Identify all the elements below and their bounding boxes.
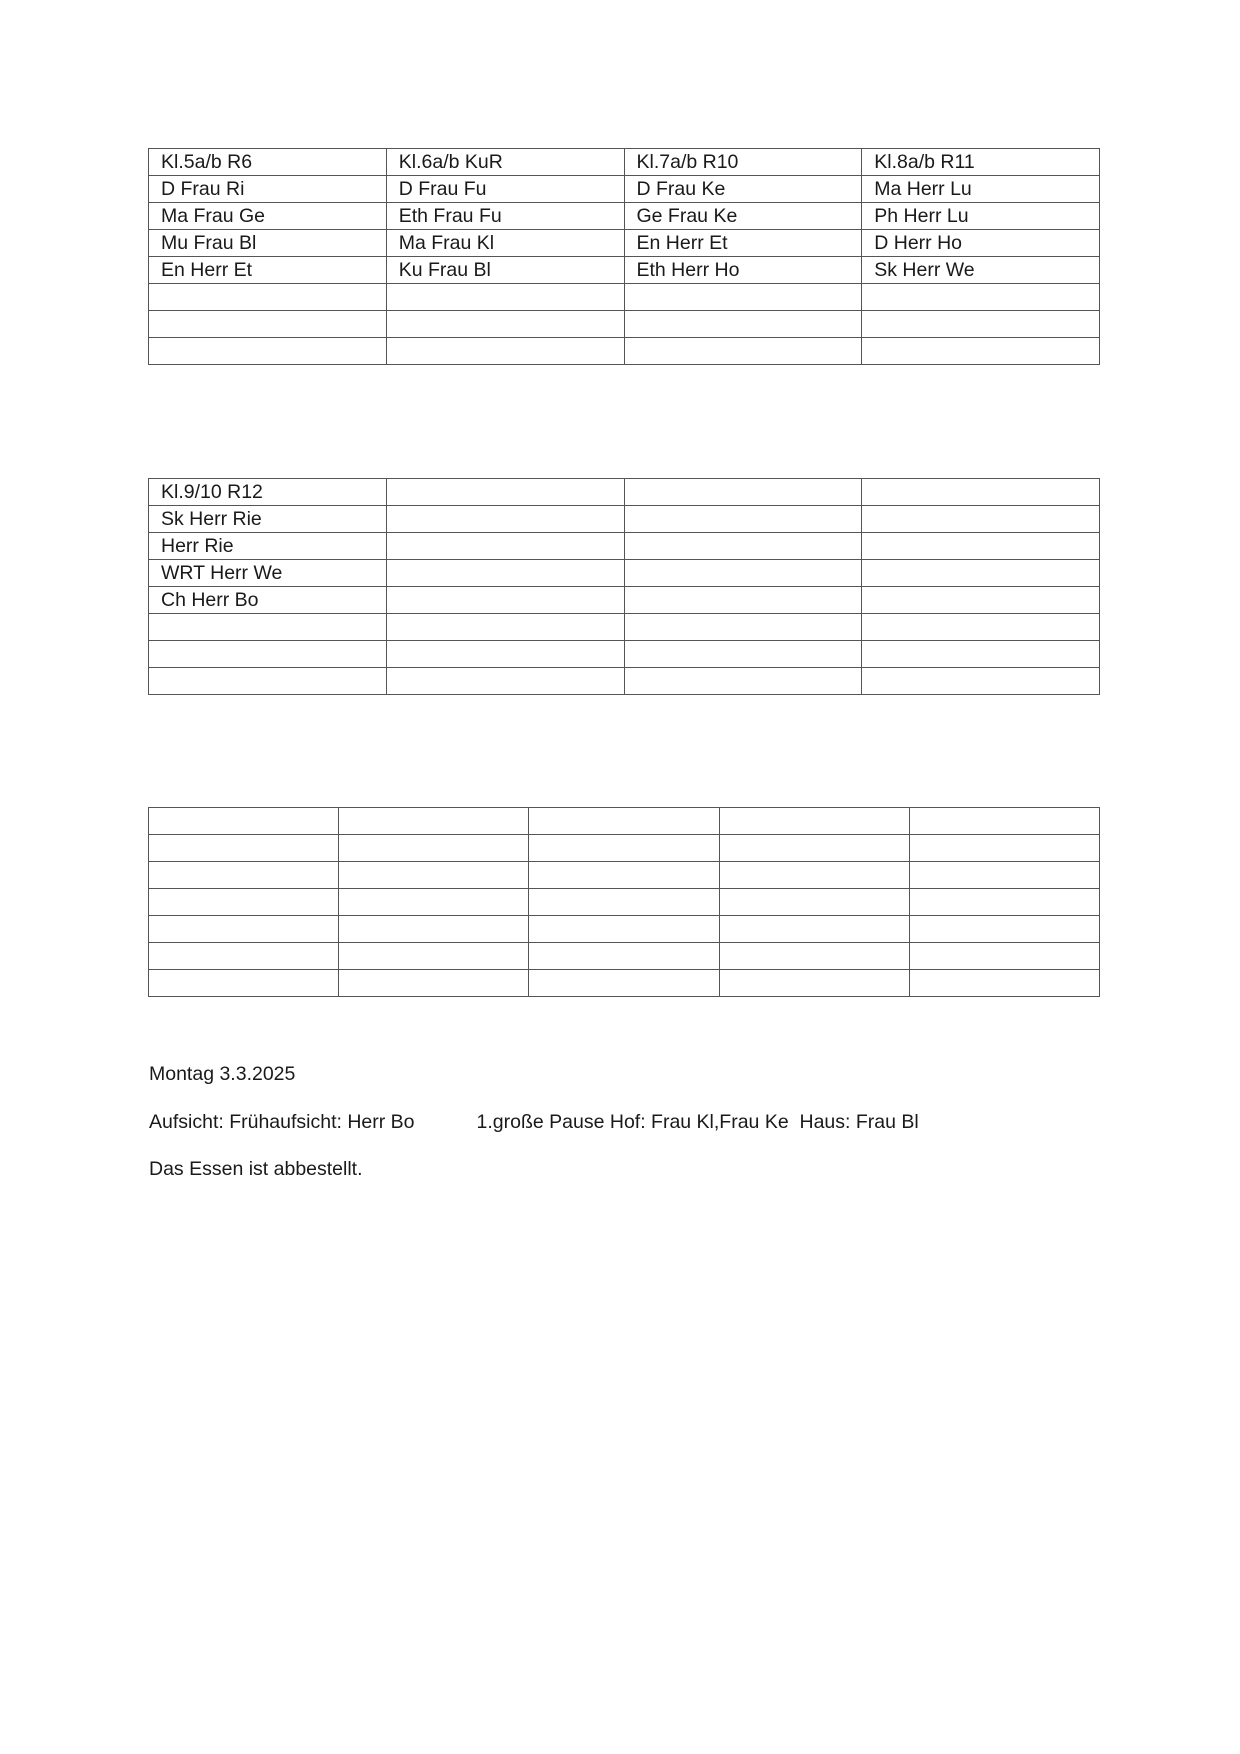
table-row (149, 176, 1100, 203)
table-cell (719, 970, 909, 997)
table-cell (862, 533, 1100, 560)
table-row (149, 614, 1100, 641)
table-body (149, 479, 1100, 695)
table-cell: En Herr Et (624, 230, 862, 257)
table-cell (149, 311, 387, 338)
table-cell (529, 862, 719, 889)
table-header-row (149, 479, 1100, 506)
table-cell: Kl.8a/b R11 (862, 149, 1100, 176)
table-cell (862, 506, 1100, 533)
table-row (149, 970, 1100, 997)
table-cell: D Frau Ke (624, 176, 862, 203)
table-cell (529, 808, 719, 835)
table-cell (624, 479, 862, 506)
table-cell (624, 311, 862, 338)
table-cell (862, 641, 1100, 668)
table-cell (719, 835, 909, 862)
table-cell (339, 835, 529, 862)
table-cell (909, 943, 1099, 970)
table-cell: Kl.9/10 R12 (149, 479, 387, 506)
table-row (149, 560, 1100, 587)
table-cell (386, 533, 624, 560)
table-cell (386, 479, 624, 506)
table-row (149, 230, 1100, 257)
table-cell (529, 943, 719, 970)
table-cell (386, 338, 624, 365)
table-cell: Ku Frau Bl (386, 257, 624, 284)
table-cell (909, 862, 1099, 889)
substitution-table-classes-9-10 (148, 478, 1100, 695)
table-cell (862, 668, 1100, 695)
table-row (149, 533, 1100, 560)
table-cell (149, 284, 387, 311)
substitution-table-classes-5-8 (148, 148, 1100, 365)
table-cell (719, 862, 909, 889)
table-row (149, 668, 1100, 695)
table-cell (386, 311, 624, 338)
table-cell: Mu Frau Bl (149, 230, 387, 257)
table-cell: D Herr Ho (862, 230, 1100, 257)
table-cell (719, 916, 909, 943)
table-cell (149, 808, 339, 835)
table-cell (624, 533, 862, 560)
table-row (149, 641, 1100, 668)
table-cell: Ma Frau Kl (386, 230, 624, 257)
table-cell (624, 284, 862, 311)
table-row (149, 889, 1100, 916)
table-cell (339, 808, 529, 835)
table-row (149, 506, 1100, 533)
table-cell (149, 943, 339, 970)
table-cell (339, 916, 529, 943)
table-cell (909, 808, 1099, 835)
table-cell (529, 916, 719, 943)
table-body (149, 149, 1100, 365)
table-cell (862, 614, 1100, 641)
table-cell (339, 889, 529, 916)
table-cell (624, 587, 862, 614)
table-cell (149, 668, 387, 695)
table-cell (386, 614, 624, 641)
table-cell: Ma Frau Ge (149, 203, 387, 230)
table-row (149, 916, 1100, 943)
table-cell (149, 862, 339, 889)
table-row (149, 808, 1100, 835)
table-cell: WRT Herr We (149, 560, 387, 587)
table-cell (386, 587, 624, 614)
table-cell: Kl.5a/b R6 (149, 149, 387, 176)
table-cell: Kl.7a/b R10 (624, 149, 862, 176)
food-notice: Das Essen ist abbestellt. (149, 1158, 363, 1180)
table-cell: D Frau Ri (149, 176, 387, 203)
table-row (149, 587, 1100, 614)
table-cell: Ch Herr Bo (149, 587, 387, 614)
table-cell (149, 835, 339, 862)
table-cell (862, 311, 1100, 338)
morning-supervision-text: Aufsicht: Frühaufsicht: Herr Bo (149, 1111, 415, 1133)
table-cell (909, 889, 1099, 916)
table-cell: Herr Rie (149, 533, 387, 560)
table-header-row (149, 149, 1100, 176)
table-cell (149, 614, 387, 641)
table-cell (862, 587, 1100, 614)
table-cell (339, 943, 529, 970)
table-cell (719, 943, 909, 970)
table-cell: En Herr Et (149, 257, 387, 284)
table-cell (386, 284, 624, 311)
table-cell (149, 641, 387, 668)
table-cell (386, 641, 624, 668)
table-cell (909, 970, 1099, 997)
table-row (149, 257, 1100, 284)
table-cell: Ma Herr Lu (862, 176, 1100, 203)
table-cell (909, 835, 1099, 862)
break-supervision-text: 1.große Pause Hof: Frau Kl,Frau Ke Haus: Frau Bl (476, 1111, 919, 1133)
table-cell (339, 862, 529, 889)
table-cell (529, 889, 719, 916)
table-cell (719, 808, 909, 835)
table-cell: Kl.6a/b KuR (386, 149, 624, 176)
table-row (149, 284, 1100, 311)
table-cell: D Frau Fu (386, 176, 624, 203)
table-cell (149, 889, 339, 916)
empty-five-column-table (148, 807, 1100, 997)
table-cell (719, 889, 909, 916)
table-cell (909, 916, 1099, 943)
table-cell: Eth Herr Ho (624, 257, 862, 284)
table-cell: Sk Herr We (862, 257, 1100, 284)
table-cell (624, 506, 862, 533)
table-cell (149, 916, 339, 943)
table-cell (624, 668, 862, 695)
supervision-line (149, 1109, 919, 1135)
table-cell: Ph Herr Lu (862, 203, 1100, 230)
table-row (149, 338, 1100, 365)
table-cell (386, 506, 624, 533)
table-cell (624, 338, 862, 365)
table-cell (862, 284, 1100, 311)
table-cell: Eth Frau Fu (386, 203, 624, 230)
table-cell (624, 641, 862, 668)
table-cell (149, 970, 339, 997)
table-cell (339, 970, 529, 997)
table-cell (386, 668, 624, 695)
table-body (149, 808, 1100, 997)
table-cell (529, 835, 719, 862)
table-row (149, 203, 1100, 230)
table-row (149, 835, 1100, 862)
table-cell: Ge Frau Ke (624, 203, 862, 230)
table-cell: Sk Herr Rie (149, 506, 387, 533)
date-line: Montag 3.3.2025 (149, 1063, 296, 1085)
table-cell (149, 338, 387, 365)
table-cell (529, 970, 719, 997)
table-cell (862, 338, 1100, 365)
table-row (149, 862, 1100, 889)
table-cell (862, 479, 1100, 506)
table-cell (862, 560, 1100, 587)
table-row (149, 943, 1100, 970)
table-row (149, 311, 1100, 338)
table-cell (624, 614, 862, 641)
table-cell (624, 560, 862, 587)
table-cell (386, 560, 624, 587)
